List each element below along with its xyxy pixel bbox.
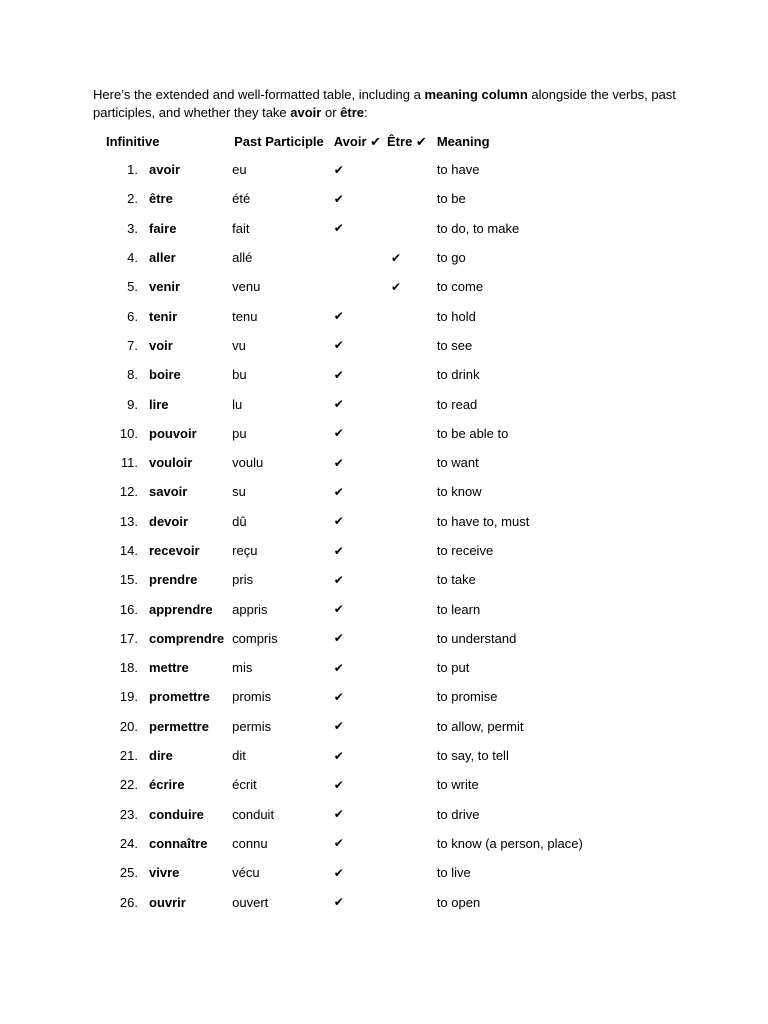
table-row bbox=[100, 536, 621, 565]
past-participle-cell: voulu bbox=[232, 455, 264, 471]
avoir-check-cell bbox=[330, 243, 387, 272]
meaning-cell: to know bbox=[436, 484, 482, 500]
etre-check-cell bbox=[387, 800, 433, 829]
table-row bbox=[100, 624, 621, 653]
table-row bbox=[100, 214, 621, 243]
meaning-cell: to know (a person, place) bbox=[436, 835, 583, 851]
meaning-cell: to read bbox=[436, 396, 478, 412]
row-number: 14. bbox=[119, 543, 138, 558]
meaning-cell: to have to, must bbox=[436, 513, 530, 529]
meaning-cell: to say, to tell bbox=[436, 748, 509, 764]
intro-bold-etre: être bbox=[340, 105, 365, 120]
intro-paragraph bbox=[93, 86, 693, 122]
past-participle-cell: vécu bbox=[232, 865, 260, 881]
header-etre: Être ✔ bbox=[387, 133, 427, 149]
table-row bbox=[100, 682, 621, 711]
row-number: 13. bbox=[119, 513, 138, 529]
intro-bold-avoir: avoir bbox=[290, 105, 322, 120]
meaning-cell: to be bbox=[436, 191, 466, 207]
row-number: 3. bbox=[127, 220, 138, 236]
past-participle-cell: allé bbox=[232, 250, 253, 266]
infinitive-cell: vivre bbox=[149, 865, 180, 881]
past-participle-cell: écrit bbox=[232, 777, 257, 793]
infinitive-cell: savoir bbox=[149, 484, 188, 500]
meaning-cell: to receive bbox=[436, 543, 494, 558]
row-number: 7. bbox=[127, 337, 138, 353]
avoir-check-cell: ✔ bbox=[333, 455, 344, 470]
avoir-check-cell: ✔ bbox=[333, 367, 344, 382]
row-number: 4. bbox=[127, 250, 138, 266]
avoir-check-cell: ✔ bbox=[333, 162, 344, 177]
past-participle-cell: tenu bbox=[232, 308, 258, 324]
avoir-check-cell: ✔ bbox=[333, 777, 344, 792]
past-participle-cell: mis bbox=[232, 660, 253, 676]
table-row bbox=[100, 243, 621, 272]
meaning-cell: to put bbox=[436, 660, 470, 676]
meaning-cell: to drink bbox=[436, 367, 480, 383]
row-number: 10. bbox=[119, 425, 138, 441]
infinitive-cell: mettre bbox=[149, 660, 189, 676]
row-number: 12. bbox=[119, 484, 138, 500]
meaning-cell: to be able to bbox=[436, 425, 509, 441]
row-number: 15. bbox=[119, 572, 138, 588]
header-infinitive: Infinitive bbox=[106, 134, 160, 149]
avoir-check-cell: ✔ bbox=[333, 895, 344, 910]
etre-check-cell bbox=[387, 448, 433, 477]
infinitive-cell: avoir bbox=[149, 162, 181, 178]
header-row bbox=[100, 128, 621, 155]
row-number: 11. bbox=[120, 455, 138, 471]
table-row bbox=[100, 829, 621, 858]
infinitive-cell: dire bbox=[149, 748, 173, 764]
row-number: 18. bbox=[119, 660, 138, 676]
etre-check-cell bbox=[387, 155, 433, 184]
infinitive-cell: ouvrir bbox=[149, 894, 186, 910]
past-participle-cell: venu bbox=[232, 279, 261, 295]
intro-text-4: : bbox=[364, 105, 368, 120]
row-number: 16. bbox=[119, 601, 138, 617]
avoir-check-cell: ✔ bbox=[333, 660, 344, 675]
avoir-check-cell: ✔ bbox=[333, 865, 344, 880]
past-participle-cell: fait bbox=[232, 220, 250, 236]
header-past-participle: Past Participle bbox=[234, 134, 324, 149]
etre-check-cell bbox=[387, 419, 433, 448]
avoir-check-cell bbox=[330, 272, 387, 301]
past-participle-cell: appris bbox=[232, 601, 268, 617]
verb-table-body bbox=[100, 155, 621, 917]
infinitive-cell: voir bbox=[149, 337, 173, 353]
avoir-check-cell: ✔ bbox=[333, 807, 344, 822]
etre-check-cell bbox=[387, 331, 433, 360]
table-row bbox=[100, 770, 621, 799]
etre-check-cell bbox=[387, 301, 433, 330]
past-participle-cell: su bbox=[232, 484, 246, 500]
avoir-check-cell: ✔ bbox=[333, 836, 344, 851]
avoir-check-cell: ✔ bbox=[333, 689, 344, 704]
intro-text-2: alongside the verbs, past participles, and whether they take bbox=[93, 87, 676, 120]
table-row bbox=[100, 594, 621, 623]
avoir-check-cell: ✔ bbox=[333, 484, 344, 499]
etre-check-cell bbox=[387, 507, 433, 536]
etre-check-cell bbox=[387, 770, 433, 799]
row-number: 9. bbox=[127, 396, 138, 412]
table-row bbox=[100, 712, 621, 741]
infinitive-cell: connaître bbox=[149, 835, 208, 851]
table-row bbox=[100, 565, 621, 594]
meaning-cell: to hold bbox=[436, 308, 476, 324]
meaning-cell: to want bbox=[436, 455, 479, 471]
meaning-cell: to come bbox=[436, 279, 484, 295]
infinitive-cell: permettre bbox=[149, 718, 209, 734]
row-number: 1. bbox=[127, 162, 138, 178]
infinitive-cell: conduire bbox=[149, 806, 204, 822]
intro-text-3: or bbox=[321, 105, 341, 120]
past-participle-cell: connu bbox=[232, 835, 268, 851]
meaning-cell: to have bbox=[436, 162, 480, 178]
etre-check-cell bbox=[387, 653, 433, 682]
past-participle-cell: pris bbox=[232, 572, 254, 588]
header-meaning: Meaning bbox=[436, 134, 490, 149]
etre-check-cell: ✔ bbox=[391, 279, 402, 294]
meaning-cell: to write bbox=[436, 777, 479, 793]
infinitive-cell: prendre bbox=[149, 572, 198, 588]
table-row bbox=[100, 184, 621, 213]
avoir-check-cell: ✔ bbox=[333, 631, 344, 646]
past-participle-cell: lu bbox=[232, 396, 243, 412]
meaning-cell: to understand bbox=[436, 630, 517, 646]
infinitive-cell: boire bbox=[149, 367, 181, 383]
infinitive-cell: promettre bbox=[149, 689, 210, 705]
past-participle-cell: eu bbox=[232, 162, 247, 178]
row-number: 24. bbox=[119, 835, 138, 851]
table-row bbox=[100, 887, 621, 916]
row-number: 23. bbox=[119, 806, 138, 822]
table-row bbox=[100, 301, 621, 330]
infinitive-cell: comprendre bbox=[149, 630, 225, 646]
etre-check-cell bbox=[387, 389, 433, 418]
verb-table bbox=[100, 128, 621, 917]
table-row bbox=[100, 800, 621, 829]
table-row bbox=[100, 741, 621, 770]
past-participle-cell: conduit bbox=[232, 806, 275, 822]
table-row bbox=[100, 360, 621, 389]
avoir-check-cell: ✔ bbox=[333, 543, 344, 558]
table-row bbox=[100, 477, 621, 506]
table-row bbox=[100, 858, 621, 887]
row-number: 20. bbox=[119, 718, 138, 734]
past-participle-cell: permis bbox=[232, 718, 272, 734]
past-participle-cell: ouvert bbox=[232, 894, 269, 910]
avoir-check-cell: ✔ bbox=[333, 719, 344, 734]
meaning-cell: to see bbox=[436, 337, 473, 353]
row-number: 5. bbox=[127, 279, 138, 295]
meaning-cell: to live bbox=[436, 865, 471, 881]
avoir-check-cell: ✔ bbox=[333, 397, 344, 412]
infinitive-cell: tenir bbox=[149, 308, 178, 324]
past-participle-cell: pu bbox=[232, 425, 247, 441]
avoir-check-cell: ✔ bbox=[333, 748, 344, 763]
etre-check-cell bbox=[387, 594, 433, 623]
meaning-cell: to open bbox=[436, 894, 481, 910]
meaning-cell: to take bbox=[436, 572, 476, 588]
infinitive-cell: faire bbox=[149, 220, 177, 236]
infinitive-cell: lire bbox=[149, 396, 169, 412]
table-row bbox=[100, 419, 621, 448]
row-number: 26. bbox=[119, 894, 138, 910]
infinitive-cell: apprendre bbox=[149, 601, 213, 617]
infinitive-cell: venir bbox=[149, 279, 181, 295]
etre-check-cell bbox=[387, 360, 433, 389]
avoir-check-cell: ✔ bbox=[333, 338, 344, 353]
avoir-check-cell: ✔ bbox=[333, 221, 344, 236]
meaning-cell: to allow, permit bbox=[436, 718, 524, 734]
infinitive-cell: écrire bbox=[149, 777, 185, 793]
avoir-check-cell: ✔ bbox=[333, 309, 344, 324]
row-number: 19. bbox=[119, 689, 138, 705]
row-number: 6. bbox=[127, 308, 138, 324]
past-participle-cell: dû bbox=[232, 513, 247, 529]
intro-bold-meaning-column: meaning column bbox=[424, 87, 528, 102]
etre-check-cell bbox=[387, 712, 433, 741]
header-avoir: Avoir ✔ bbox=[333, 133, 382, 149]
meaning-cell: to learn bbox=[436, 601, 481, 617]
etre-check-cell bbox=[387, 682, 433, 711]
past-participle-cell: vu bbox=[232, 337, 246, 353]
etre-check-cell bbox=[387, 184, 433, 213]
infinitive-cell: recevoir bbox=[149, 543, 200, 558]
infinitive-cell: aller bbox=[149, 250, 176, 266]
row-number: 8. bbox=[127, 367, 138, 383]
etre-check-cell bbox=[387, 741, 433, 770]
table-row bbox=[100, 272, 621, 301]
meaning-cell: to go bbox=[436, 250, 466, 266]
table-row bbox=[100, 331, 621, 360]
meaning-cell: to promise bbox=[436, 689, 498, 705]
meaning-cell: to do, to make bbox=[436, 220, 520, 236]
infinitive-cell: être bbox=[149, 191, 173, 207]
past-participle-cell: bu bbox=[232, 367, 247, 383]
etre-check-cell: ✔ bbox=[391, 250, 402, 265]
avoir-check-cell: ✔ bbox=[333, 191, 344, 206]
table-row bbox=[100, 448, 621, 477]
etre-check-cell bbox=[387, 858, 433, 887]
table-row bbox=[100, 507, 621, 536]
verb-table-header bbox=[100, 128, 621, 155]
avoir-check-cell: ✔ bbox=[333, 514, 344, 529]
past-participle-cell: été bbox=[232, 191, 251, 207]
past-participle-cell: compris bbox=[232, 630, 278, 646]
etre-check-cell bbox=[387, 829, 433, 858]
avoir-check-cell: ✔ bbox=[333, 602, 344, 617]
past-participle-cell: reçu bbox=[232, 543, 258, 558]
row-number: 2. bbox=[127, 191, 138, 207]
etre-check-cell bbox=[387, 214, 433, 243]
etre-check-cell bbox=[387, 565, 433, 594]
infinitive-cell: vouloir bbox=[149, 455, 193, 471]
etre-check-cell bbox=[387, 624, 433, 653]
infinitive-cell: pouvoir bbox=[149, 425, 197, 441]
etre-check-cell bbox=[387, 887, 433, 916]
avoir-check-cell: ✔ bbox=[333, 426, 344, 441]
past-participle-cell: promis bbox=[232, 689, 272, 705]
etre-check-cell bbox=[387, 536, 433, 565]
past-participle-cell: dit bbox=[232, 748, 246, 764]
intro-text-1: Here’s the extended and well-formatted table, including a bbox=[93, 87, 425, 102]
etre-check-cell bbox=[387, 477, 433, 506]
row-number: 21. bbox=[119, 748, 138, 764]
row-number: 22. bbox=[119, 777, 138, 793]
table-row bbox=[100, 155, 621, 184]
row-number: 17. bbox=[119, 630, 138, 646]
table-row bbox=[100, 389, 621, 418]
row-number: 25. bbox=[119, 865, 138, 881]
meaning-cell: to drive bbox=[436, 806, 480, 822]
infinitive-cell: devoir bbox=[149, 513, 189, 529]
avoir-check-cell: ✔ bbox=[333, 572, 344, 587]
table-row bbox=[100, 653, 621, 682]
